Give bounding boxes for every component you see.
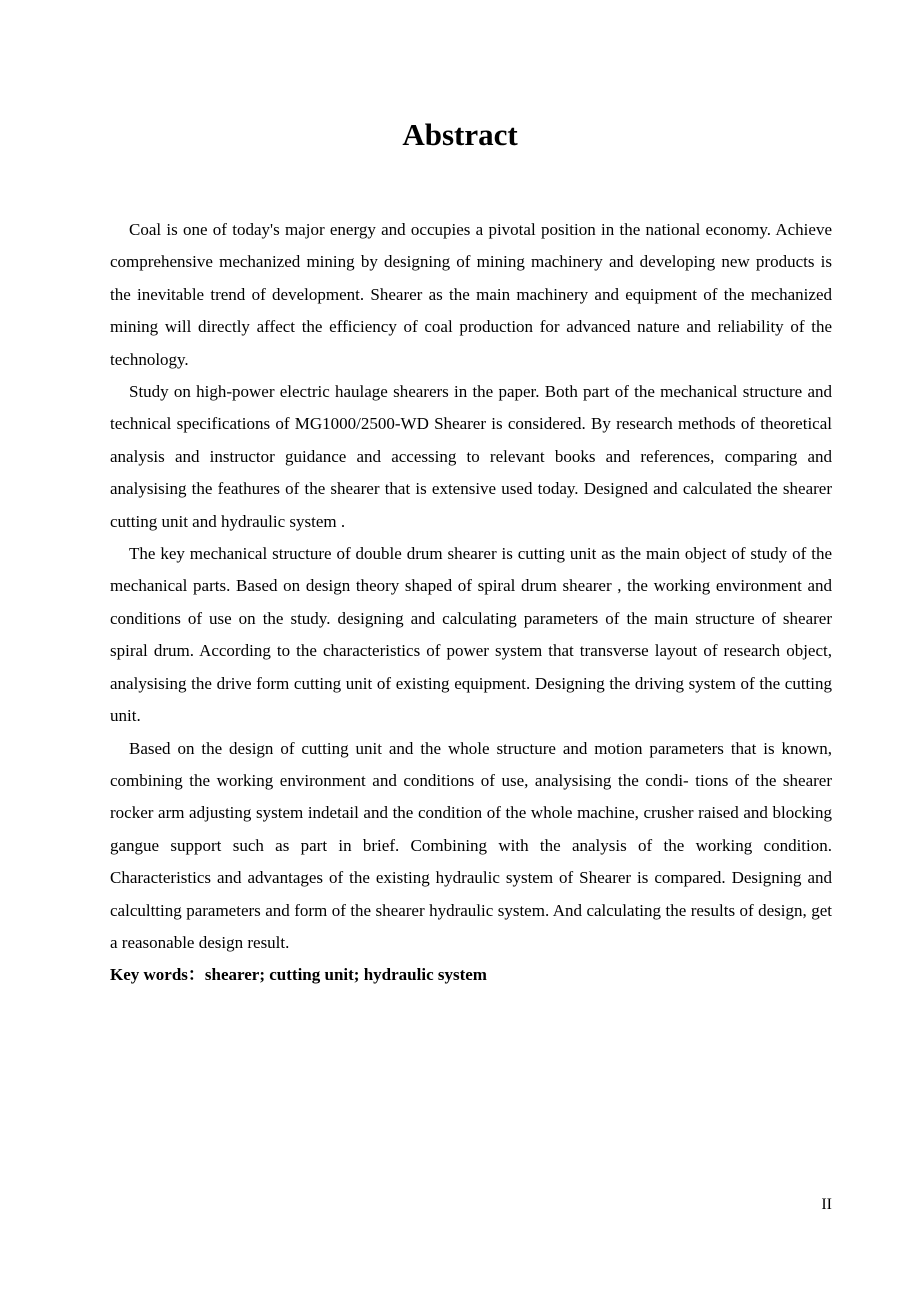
keywords-line: Key words：shearer; cutting unit; hydraulic system	[110, 965, 487, 985]
abstract-paragraph-2: Study on high-power electric haulage shearers in the paper. Both part of the mechanical structure and technical specifications of MG1000/2500-WD Shearer is considered. By research methods of theoretical analysis and instructor guidance and accessing to relevant books and references, comparing and analysising the feathures of the shearer that is extensive used today. Designed and calculated the shearer cutting unit and hydraulic system .	[110, 382, 832, 531]
abstract-paragraph-1: Coal is one of today's major energy and occupies a pivotal position in the national economy. Achieve comprehensive mechanized mining by designing of mining machinery and developing new products is the inevitable trend of development. Shearer as the main machinery and equipment of the mechanized mining will directly affect the efficiency of coal production for advanced nature and reliability of the technology.	[110, 220, 832, 369]
abstract-title: Abstract	[402, 117, 518, 152]
abstract-paragraph-4: Based on the design of cutting unit and the whole structure and motion parameters that is known, combining the working environment and conditions of use, analysising the condi- tions of the shearer rocker arm adjusting system indetail and the condition of the whole machine, crusher raised and blocking gangue support such as part in brief. Combining with the analysis of the working condition. Characteristics and advantages of the existing hydraulic system of Shearer is compared. Designing and calcultting parameters and form of the shearer hydraulic system. And calculating the results of design, get a reasonable design result.	[110, 738, 832, 952]
page-number: II	[821, 1196, 832, 1213]
abstract-paragraph-3: The key mechanical structure of double drum shearer is cutting unit as the main object of study of the mechanical parts. Based on design theory shaped of spiral drum shearer , the working environment and conditions of use on the study. designing and calculating parameters of the main structure of shearer spiral drum. According to the characteristics of power system that transverse layout of research object, analysising the drive form cutting unit of existing equipment. Designing the driving system of the cutting unit.	[110, 544, 832, 726]
abstract-body	[110, 214, 832, 992]
